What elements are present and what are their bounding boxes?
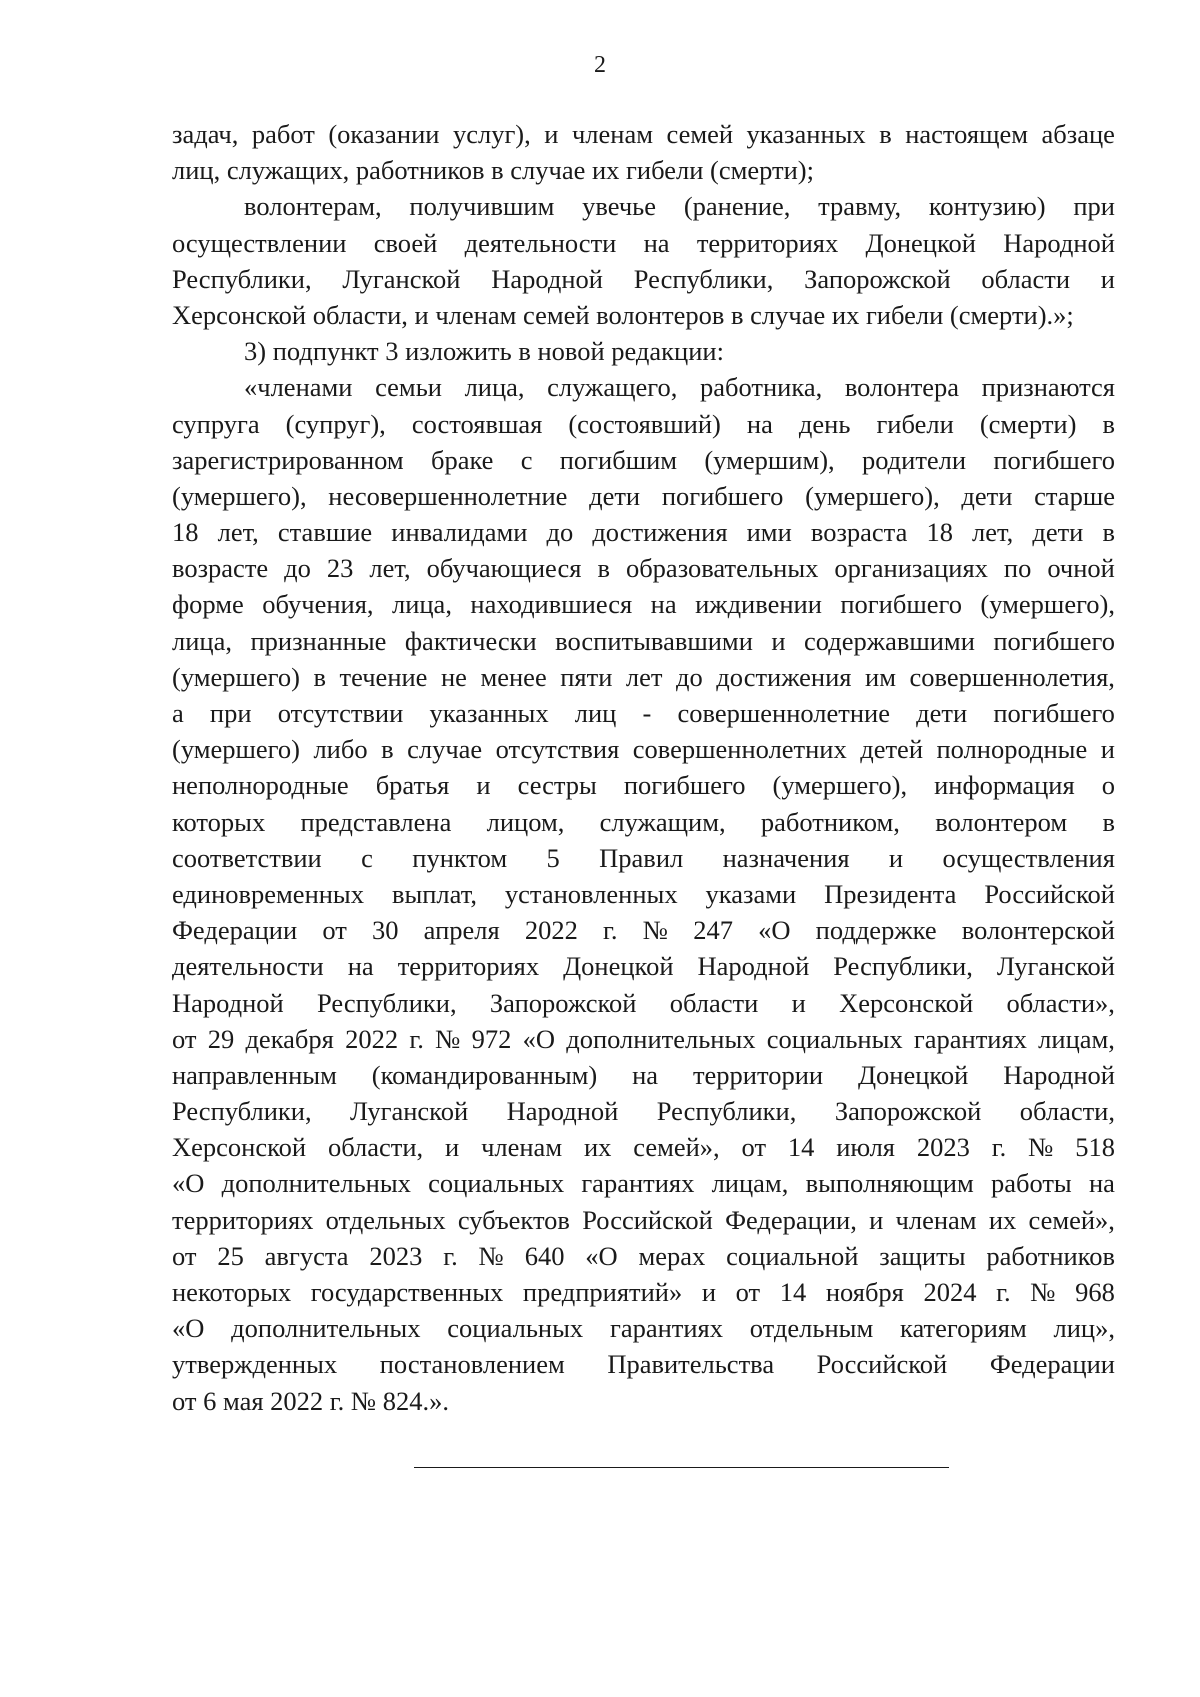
text-line: Федерации от 30 апреля 2022 г. № 247 «О поддержке волонтерской [172, 915, 1115, 946]
text-line: территориях отдельных субъектов Российской Федерации, и членам их семей», [172, 1204, 1115, 1235]
page-number: 2 [594, 52, 606, 78]
text-line: Республики, Луганской Народной Республики, Запорожской области и [172, 263, 1115, 294]
text-line: (умершего) либо в случае отсутствия совершеннолетних детей полнородные и [172, 734, 1115, 765]
text-line: «О дополнительных социальных гарантиях лицам, выполняющим работы на [172, 1168, 1115, 1199]
text-line: возрасте до 23 лет, обучающиеся в образовательных организациях по очной [172, 553, 1115, 584]
text-line: лица, признанные фактически воспитывавшими и содержавшими погибшего [172, 625, 1115, 656]
text-line: Херсонской области, и членам семей волонтеров в случае их гибели (смерти).»; [172, 299, 1074, 330]
text-line: которых представлена лицом, служащим, работником, волонтером в [172, 806, 1115, 837]
text-line: единовременных выплат, установленных указами Президента Российской [172, 878, 1115, 909]
text-line: (умершего), несовершеннолетние дети погибшего (умершего), дети старше [172, 480, 1115, 511]
text-line: Народной Республики, Запорожской области и Херсонской области», [172, 987, 1115, 1018]
text-line: соответствии с пунктом 5 Правил назначения и осуществления [172, 842, 1115, 873]
text-line: лиц, служащих, работников в случае их гибели (смерти); [172, 155, 814, 186]
text-line: а при отсутствии указанных лиц - совершеннолетние дети погибшего [172, 698, 1115, 728]
text-line: 3) подпункт 3 изложить в новой редакции: [244, 336, 724, 367]
text-line: утвержденных постановлением Правительства Российской Федерации [172, 1349, 1115, 1380]
text-line: 18 лет, ставшие инвалидами до достижения ими возраста 18 лет, дети в [172, 517, 1115, 548]
text-line: зарегистрированном браке с погибшим (умершим), родители погибшего [172, 444, 1115, 475]
text-line: от 25 августа 2023 г. № 640 «О мерах социальной защиты работников [172, 1240, 1115, 1271]
text-line: Херсонской области, и членам их семей», от 14 июля 2023 г. № 518 [172, 1132, 1115, 1163]
text-line: (умершего) в течение не менее пяти лет до достижения им совершеннолетия, [172, 661, 1115, 692]
closing-separator-line [414, 1467, 949, 1468]
text-line: направленным (командированным) на территории Донецкой Народной [172, 1059, 1115, 1090]
text-line: Республики, Луганской Народной Республики, Запорожской области, [172, 1096, 1115, 1127]
text-line: форме обучения, лица, находившиеся на иждивении погибшего (умершего), [172, 589, 1115, 620]
text-line: от 6 мая 2022 г. № 824.». [172, 1385, 450, 1416]
text-line: неполнородные братья и сестры погибшего (умершего), информация о [172, 770, 1115, 801]
text-line: осуществлении своей деятельности на территориях Донецкой Народной [172, 227, 1115, 258]
text-line: волонтерам, получившим увечье (ранение, травму, контузию) при [244, 191, 1115, 222]
document-body [172, 116, 1115, 1419]
text-line: «членами семьи лица, служащего, работника, волонтера признаются [244, 372, 1115, 403]
text-line: задач, работ (оказании услуг), и членам семей указанных в настоящем абзаце [172, 119, 1115, 149]
text-line: супруга (супруг), состоявшая (состоявший) на день гибели (смерти) в [172, 408, 1115, 439]
text-line: некоторых государственных предприятий» и от 14 ноября 2024 г. № 968 [172, 1277, 1115, 1307]
text-line: от 29 декабря 2022 г. № 972 «О дополнительных социальных гарантиях лицам, [172, 1023, 1115, 1054]
text-line: деятельности на территориях Донецкой Народной Республики, Луганской [172, 951, 1115, 982]
text-line: «О дополнительных социальных гарантиях отдельным категориям лиц», [172, 1313, 1115, 1344]
